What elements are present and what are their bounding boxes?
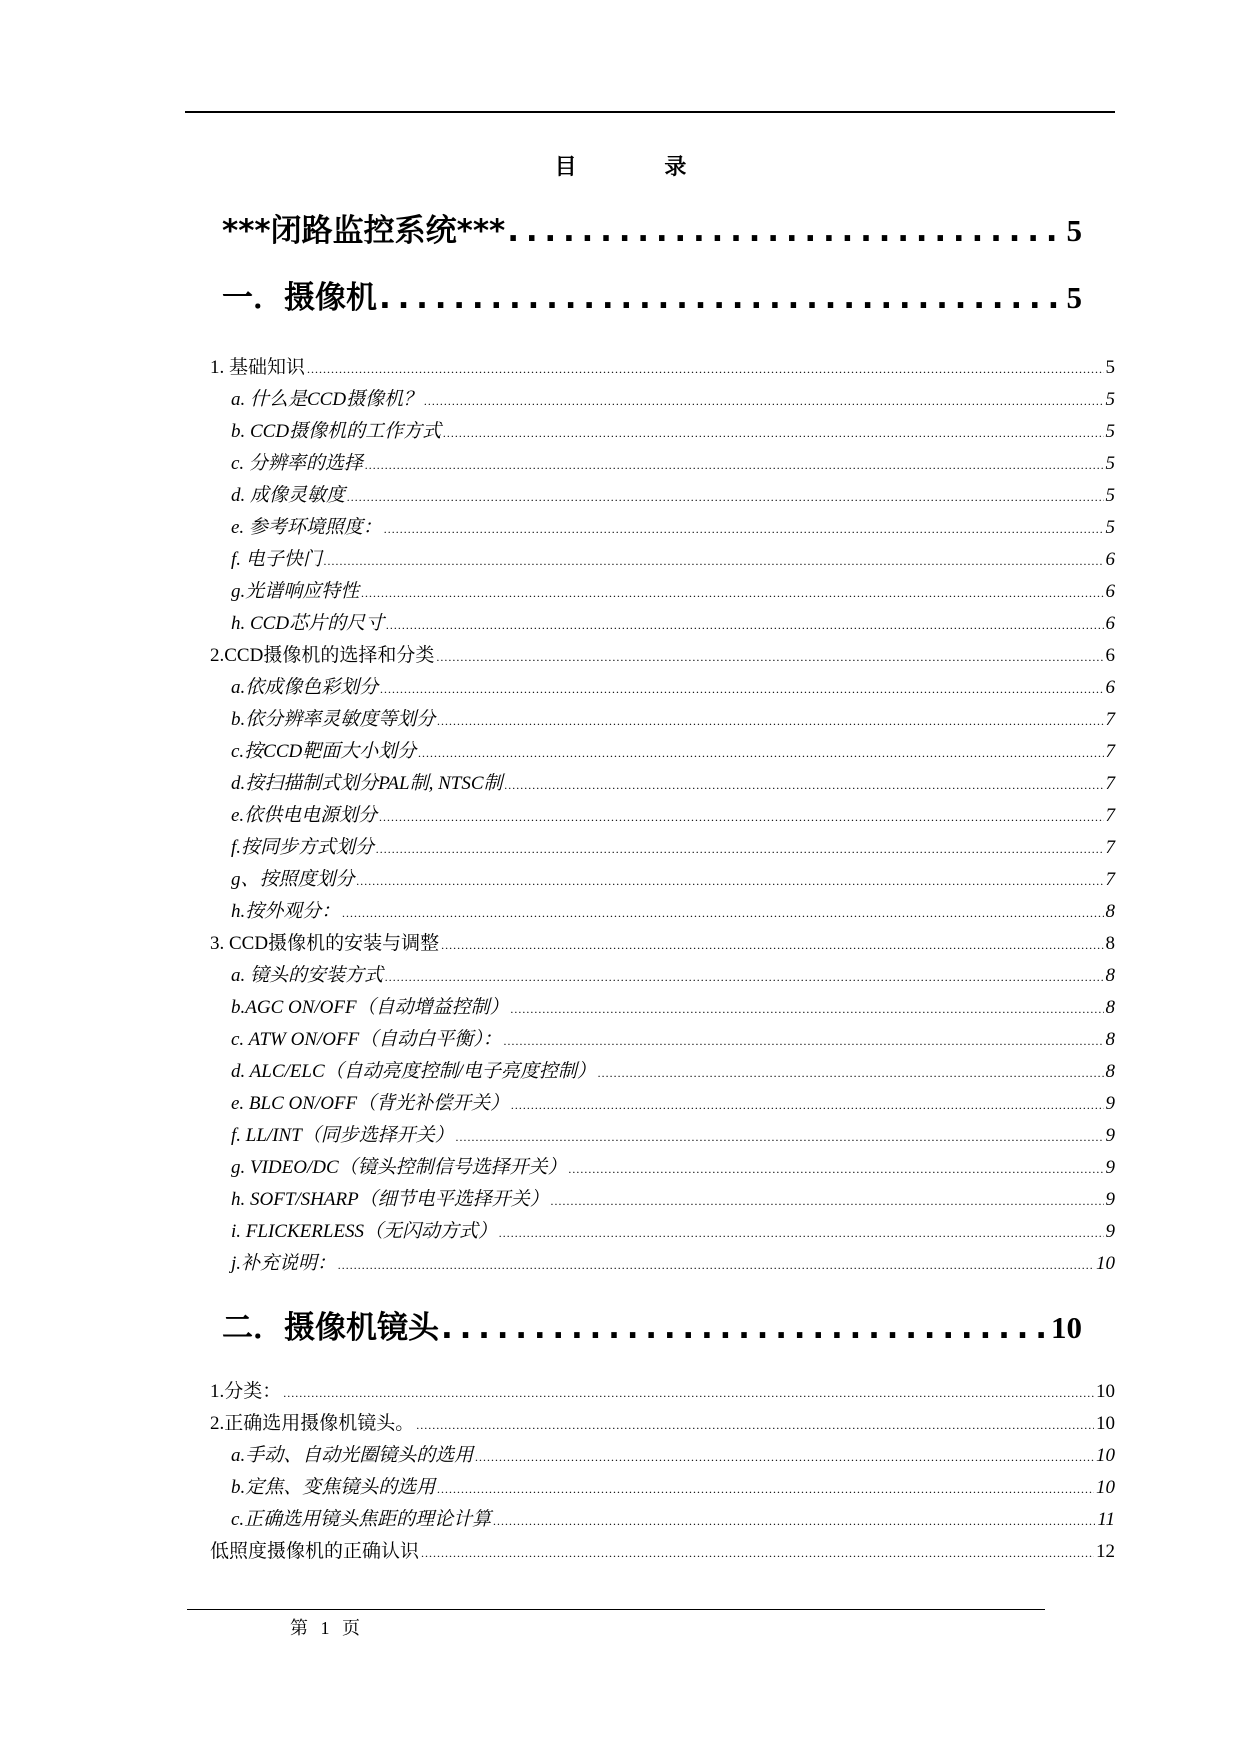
toc-entry-page: 5	[1066, 280, 1082, 315]
toc-entry-title: e. BLC ON/OFF（背光补偿开关）	[231, 1093, 510, 1114]
toc-entry-title: c.正确选用镜头焦距的理论计算	[231, 1509, 492, 1530]
toc-leader-dots	[380, 677, 1103, 699]
toc-entry	[210, 1408, 1115, 1434]
toc-entry	[231, 960, 1115, 986]
toc-entry-title: 2.CCD摄像机的选择和分类	[210, 645, 435, 666]
toc-entry-title: b.依分辨率灵敏度等划分	[231, 709, 436, 730]
toc-entry-page: 6	[1105, 645, 1115, 666]
toc-entry-title: 1. 基础知识	[210, 357, 306, 378]
toc-entry-title: c. ATW ON/OFF（自动白平衡）：	[231, 1029, 502, 1050]
toc-leader-dots	[424, 389, 1103, 411]
toc-entry-page: 7	[1105, 773, 1115, 794]
toc-leader-dots	[511, 997, 1104, 1019]
toc-entry	[231, 448, 1115, 474]
toc-entry-title: b.定焦、变焦镜头的选用	[231, 1477, 436, 1498]
toc-entry	[231, 800, 1115, 826]
toc-entry-title: a.手动、自动光圈镜头的选用	[231, 1445, 474, 1466]
toc-entry	[231, 896, 1115, 922]
toc-leader-dots	[475, 1445, 1094, 1467]
toc-entry-page: 7	[1105, 741, 1115, 762]
toc-entry	[231, 1504, 1115, 1530]
toc-entry-title: 一．摄像机	[222, 280, 377, 316]
toc-entry	[231, 544, 1115, 570]
toc-leader-dots	[324, 549, 1104, 571]
toc-entry-page: 7	[1105, 837, 1115, 858]
toc-entry-page: 10	[1096, 1381, 1115, 1402]
toc-entry	[231, 672, 1115, 698]
toc-entry	[231, 864, 1115, 890]
toc-entry-page: 10	[1096, 1413, 1115, 1434]
toc-entry-page: 10	[1096, 1253, 1115, 1274]
toc-entry-page: 5	[1105, 389, 1115, 410]
toc-leader-dots	[504, 1029, 1104, 1051]
toc-leader-dots	[569, 1157, 1104, 1179]
toc-entry-page: 10	[1051, 1310, 1082, 1345]
toc-entry-title: g.光谱响应特性	[231, 581, 360, 602]
toc-entry-title: ***闭路监控系统***	[222, 213, 506, 249]
toc-entry	[231, 768, 1115, 794]
toc-leader-dots	[505, 773, 1104, 795]
toc-leader-dots	[598, 1061, 1104, 1083]
toc-leader-dots	[385, 965, 1103, 987]
toc-leader-dots	[437, 709, 1103, 731]
toc-entry	[231, 1440, 1115, 1466]
toc-entry-page: 6	[1105, 549, 1115, 570]
toc-leader-dots	[443, 421, 1103, 443]
toc-entry-title: d. ALC/ELC（自动亮度控制/电子亮度控制）	[231, 1061, 596, 1082]
toc-entry-title: e. 参考环境照度：	[231, 517, 382, 538]
toc-entry-page: 8	[1105, 1061, 1115, 1082]
toc-entry-title: f. 电子快门	[231, 549, 322, 570]
toc-entry	[231, 1120, 1115, 1146]
toc-entry-title: 二．摄像机镜头	[222, 1310, 439, 1346]
toc-leader-dots	[436, 645, 1103, 667]
toc-entry	[210, 1536, 1115, 1562]
toc-entry-page: 5	[1105, 453, 1115, 474]
toc-entry-title: 3. CCD摄像机的安装与调整	[210, 933, 440, 954]
toc-entry	[222, 1302, 1082, 1346]
toc-leader-dots	[386, 613, 1103, 635]
toc-entry	[231, 608, 1115, 634]
toc-entry	[231, 832, 1115, 858]
toc-entry-title: g、按照度划分	[231, 869, 355, 890]
toc-entry-title: d.按扫描制式划分PAL制, NTSC制	[231, 773, 503, 794]
toc-leader-dots	[456, 1125, 1104, 1147]
toc-entry-page: 9	[1105, 1221, 1115, 1242]
toc-entry	[231, 480, 1115, 506]
toc-entry-page: 7	[1105, 869, 1115, 890]
page-number: 第 1 页	[290, 1618, 364, 1638]
toc-entry-title: b. CCD摄像机的工作方式	[231, 421, 442, 442]
toc-entry	[210, 1376, 1115, 1402]
toc-entry	[231, 1152, 1115, 1178]
toc-leader-dots	[437, 1477, 1094, 1499]
toc-leader-dots	[441, 933, 1103, 955]
toc-entry-page: 8	[1105, 933, 1115, 954]
toc-entry	[231, 704, 1115, 730]
toc-entry	[222, 205, 1082, 249]
toc-entry	[222, 272, 1082, 316]
toc-entry-title: a. 镜头的安装方式	[231, 965, 384, 986]
toc-entry-title: d. 成像灵敏度	[231, 485, 346, 506]
toc-entry	[231, 416, 1115, 442]
toc-leader-dots	[511, 1093, 1103, 1115]
toc-entry-page: 8	[1105, 965, 1115, 986]
toc-entry	[231, 1024, 1115, 1050]
toc-entry-page: 6	[1105, 613, 1115, 634]
footer-rule	[187, 1609, 1045, 1610]
toc-entry-page: 5	[1066, 213, 1082, 248]
toc-entry-title: f. LL/INT（同步选择开关）	[231, 1125, 454, 1146]
toc-entry-title: 低照度摄像机的正确认识	[210, 1541, 420, 1562]
toc-leader-dots	[421, 1541, 1094, 1563]
toc-leader-dots	[507, 213, 1064, 249]
toc-entry-page: 5	[1105, 517, 1115, 538]
toc-entry-page: 5	[1105, 485, 1115, 506]
toc-entry-page: 5	[1105, 421, 1115, 442]
toc-entry-title: a.依成像色彩划分	[231, 677, 379, 698]
toc-entry-page: 10	[1096, 1477, 1115, 1498]
toc-entry-page: 9	[1105, 1093, 1115, 1114]
toc-entry-page: 9	[1105, 1157, 1115, 1178]
toc-entry-page: 8	[1105, 997, 1115, 1018]
toc-leader-dots	[338, 1253, 1094, 1275]
toc-entry-page: 8	[1105, 901, 1115, 922]
toc-leader-dots	[499, 1221, 1103, 1243]
toc-leader-dots	[379, 805, 1103, 827]
toc-entry-page: 6	[1105, 581, 1115, 602]
toc-entry-title: 1.分类：	[210, 1381, 282, 1402]
toc-entry	[210, 640, 1115, 666]
toc-entry-title: i. FLICKERLESS（无闪动方式）	[231, 1221, 498, 1242]
toc-entry-title: b.AGC ON/OFF（自动增益控制）	[231, 997, 509, 1018]
toc-entry-title: h.按外观分：	[231, 901, 341, 922]
toc-leader-dots	[379, 280, 1065, 316]
toc-heading: 目 录	[554, 155, 727, 180]
toc-entry-page: 12	[1096, 1541, 1115, 1562]
toc-leader-dots	[551, 1189, 1104, 1211]
toc-entry-page: 11	[1097, 1509, 1115, 1530]
toc-leader-dots	[418, 741, 1103, 763]
toc-entry-page: 9	[1105, 1125, 1115, 1146]
toc-entry-page: 8	[1105, 1029, 1115, 1050]
toc-entry	[231, 1472, 1115, 1498]
toc-leader-dots	[307, 357, 1103, 379]
toc-entry	[231, 576, 1115, 602]
toc-entry-title: g. VIDEO/DC（镜头控制信号选择开关）	[231, 1157, 567, 1178]
toc-entry	[231, 384, 1115, 410]
toc-entry-title: e.依供电电源划分	[231, 805, 378, 826]
toc-entry-title: a. 什么是CCD摄像机？	[231, 389, 423, 410]
toc-entry	[210, 928, 1115, 954]
toc-entry-title: h. SOFT/SHARP（细节电平选择开关）	[231, 1189, 549, 1210]
toc-entry	[231, 1248, 1115, 1274]
toc-entry-title: c. 分辨率的选择	[231, 453, 363, 474]
toc-entry	[210, 352, 1115, 378]
toc-leader-dots	[347, 485, 1103, 507]
toc-entry	[231, 1056, 1115, 1082]
toc-entry-title: c.按CCD靶面大小划分	[231, 741, 417, 762]
toc-leader-dots	[384, 517, 1104, 539]
toc-leader-dots	[342, 901, 1103, 923]
toc-entry-page: 10	[1096, 1445, 1115, 1466]
toc-leader-dots	[365, 453, 1104, 475]
toc-entry	[231, 736, 1115, 762]
toc-leader-dots	[376, 837, 1103, 859]
toc-leader-dots	[357, 869, 1104, 891]
toc-leader-dots	[416, 1413, 1094, 1435]
toc-entry-page: 5	[1105, 357, 1115, 378]
toc-entry-page: 7	[1105, 805, 1115, 826]
toc-entry-title: 2.正确选用摄像机镜头。	[210, 1413, 415, 1434]
toc-entry	[231, 1216, 1115, 1242]
toc-entry-title: f.按同步方式划分	[231, 837, 375, 858]
toc-entry	[231, 1184, 1115, 1210]
toc-entry	[231, 1088, 1115, 1114]
toc-leader-dots	[493, 1509, 1095, 1531]
toc-entry	[231, 992, 1115, 1018]
toc-entry-page: 7	[1105, 709, 1115, 730]
toc-entry-title: j.补充说明：	[231, 1253, 337, 1274]
toc-entry	[231, 512, 1115, 538]
toc-entry-title: h. CCD芯片的尺寸	[231, 613, 385, 634]
toc-entry-page: 6	[1105, 677, 1115, 698]
toc-leader-dots	[361, 581, 1103, 603]
toc-entry-page: 9	[1105, 1189, 1115, 1210]
toc-leader-dots	[283, 1381, 1094, 1403]
toc-leader-dots	[441, 1310, 1049, 1346]
